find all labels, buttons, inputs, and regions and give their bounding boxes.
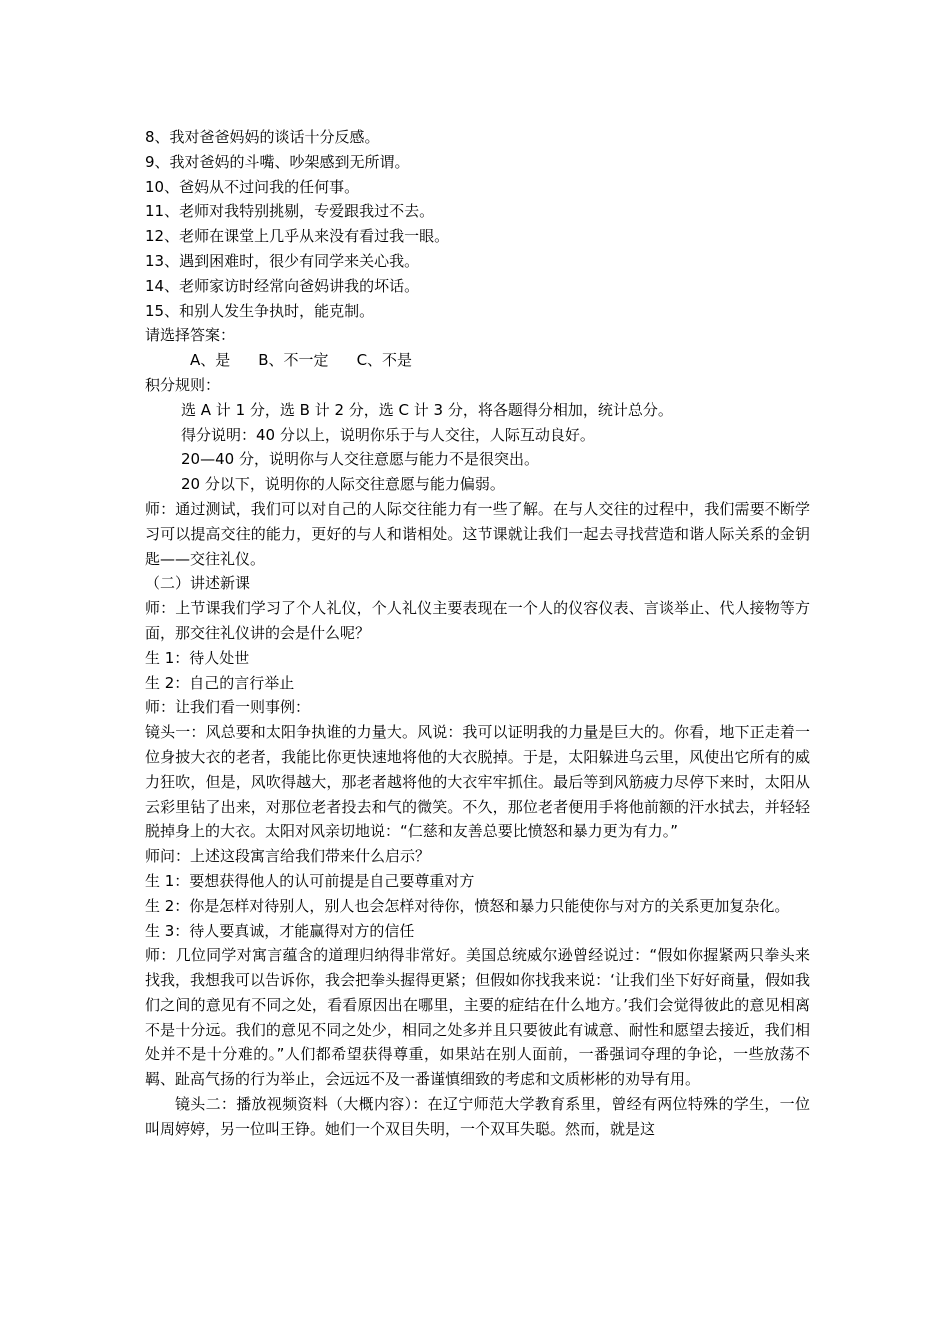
choice-c: C、不是 — [356, 351, 413, 370]
scene-1-paragraph: 镜头一：风总要和太阳争执谁的力量大。风说：我可以证明我的力量是巨大的。你看，地下正走着一位身披大衣的老者，我能比你更快速地将他的大衣脱掉。于是，太阳躲进乌云里，风使出它所有的威力狂吹，但是，风吹得越大，那老者越将他的大衣牢牢抓住。最后等到风筋疲力尽停下来时，太阳从云彩里钻了出来，对那位老者投去和气的微笑。不久，那位老者便用手将他前额的汗水拭去，并轻轻脱掉身上的大衣。太阳对风亲切地说：“仁慈和友善总要比愤怒和暴力更为有力。” — [145, 723, 810, 841]
survey-item-8: 8、我对爸爸妈妈的谈话十分反感。 — [145, 128, 380, 146]
survey-item-14: 14、老师家访时经常向爸妈讲我的坏话。 — [145, 276, 420, 295]
teacher-intro-paragraph: 师：通过测试，我们可以对自己的人际交往能力有一些了解。在与人交往的过程中，我们需要不断学习可以提高交往的能力，更好的与人和谐相处。这节课就让我们一起去寻找营造和谐人际关系的金钥匙——交往礼仪。 — [145, 499, 810, 568]
scoring-low-range: 20 分以下，说明你的人际交往意愿与能力偏弱。 — [181, 475, 505, 494]
survey-item-11: 11、老师对我特别挑剔，专爱跟我过不去。 — [145, 202, 435, 221]
survey-item-9: 9、我对爸妈的斗嘴、吵架感到无所谓。 — [145, 152, 410, 171]
scoring-explanation: 得分说明：40 分以上，说明你乐于与人交往，人际互动良好。 — [181, 425, 595, 444]
choice-a: A、是 — [190, 351, 231, 370]
student-2-reply: 生 2：自己的言行举止 — [145, 673, 295, 692]
student-1-reply: 生 1：待人处世 — [145, 648, 250, 667]
teacher-case-intro: 师：让我们看一则事例： — [145, 698, 311, 717]
choice-b: B、不一定 — [258, 351, 329, 370]
survey-item-13: 13、遇到困难时，很少有同学来关心我。 — [145, 251, 420, 270]
teacher-ask-line: 师问：上述这段寓言给我们带来什么启示？ — [145, 847, 431, 866]
teacher-summary-paragraph: 师：几位同学对寓言蕴含的道理归纳得非常好。美国总统威尔逊曾经说过：“假如你握紧两只拳头来找我，我想我可以告诉你，我会把拳头握得更紧；但假如你找我来说：‘让我们坐下好好商量，假如我们之间的意见有不同之处，看看原因出在哪里，主要的症结在什么地方。’我们会觉得彼此的意见相离不是十分远。我们的意见不同之处少，相同之处多并且只要彼此有诚意、耐性和愿望去接近，我们相处并不是十分难的。”人们都希望获得尊重，如果站在别人面前，一番强词夺理的争论，一些放荡不羁、趾高气扬的行为举止，会远远不及一番谨慎细致的考虑和文质彬彬的劝导有用。 — [145, 946, 810, 1089]
answer-prompt: 请选择答案： — [145, 326, 236, 345]
survey-item-10: 10、爸妈从不过问我的任何事。 — [145, 177, 360, 196]
answer-1-line: 生 1：要想获得他人的认可前提是自己要尊重对方 — [145, 871, 475, 890]
answer-2-paragraph: 生 2：你是怎样对待别人，别人也会怎样对待你，愤怒和暴力只能使你与对方的关系更加复杂化。 — [145, 896, 790, 915]
scene-2-paragraph: 镜头二：播放视频资料（大概内容）：在辽宁师范大学教育系里，曾经有两位特殊的学生，一位叫周婷婷，另一位叫王铮。她们一个双目失明，一个双耳失聪。然而，就是这 — [145, 1095, 810, 1138]
teacher-question-paragraph: 师：上节课我们学习了个人礼仪，个人礼仪主要表现在一个人的仪容仪表、言谈举止、代人接物等方面，那交往礼仪讲的会是什么呢？ — [145, 599, 810, 642]
scoring-middle-range: 20—40 分，说明你与人交往意愿与能力不是很突出。 — [181, 450, 539, 469]
survey-item-12: 12、老师在课堂上几乎从来没有看过我一眼。 — [145, 227, 450, 246]
answer-choices — [145, 348, 810, 373]
answer-3-line: 生 3：待人要真诚，才能赢得对方的信任 — [145, 921, 415, 940]
scoring-rule: 选 A 计 1 分，选 B 计 2 分，选 C 计 3 分，将各题得分相加，统计总分。 — [181, 400, 673, 419]
survey-item-15: 15、和别人发生争执时，能克制。 — [145, 301, 375, 320]
section-heading: （二）讲述新课 — [145, 574, 251, 593]
scoring-title: 积分规则： — [145, 375, 221, 394]
